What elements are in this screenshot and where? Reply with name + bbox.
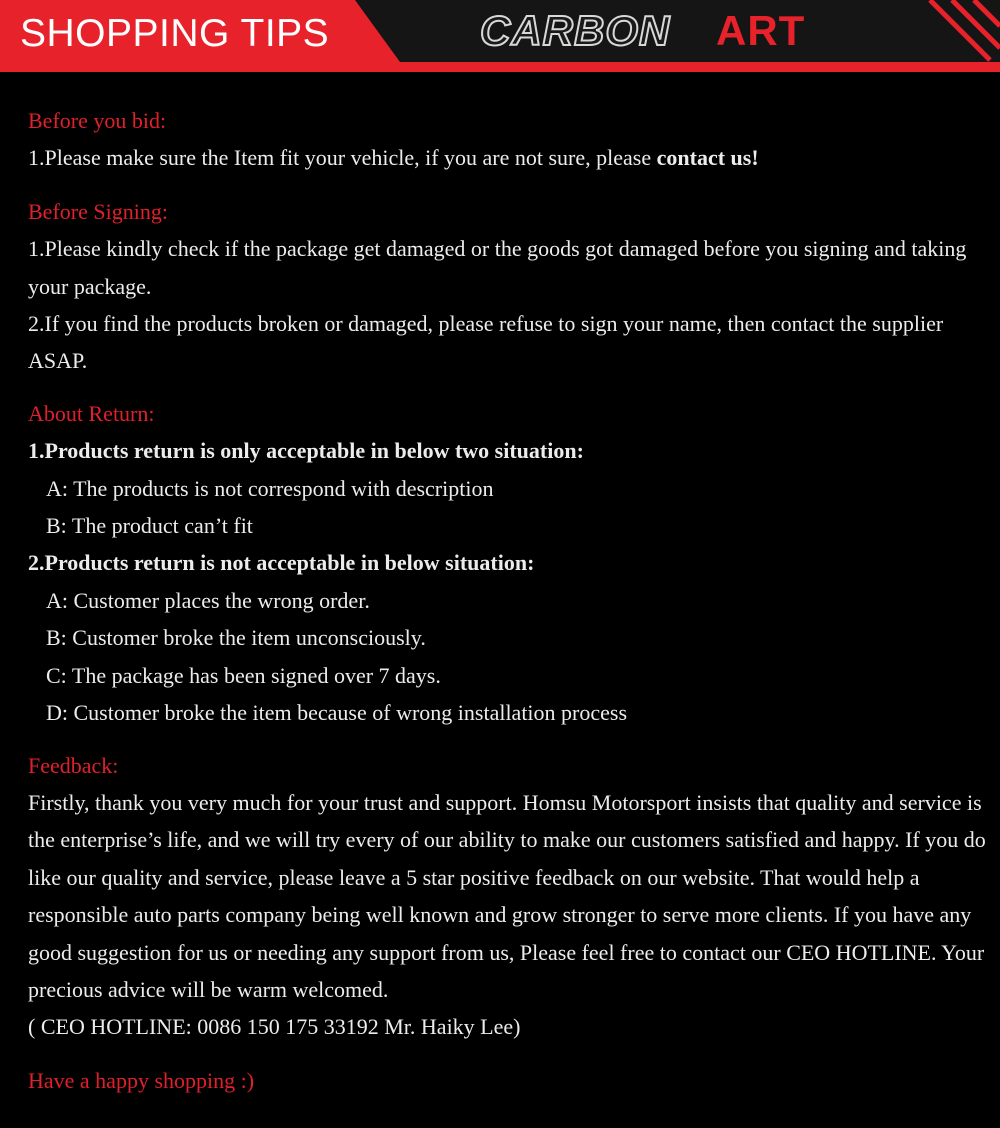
stripe-decoration xyxy=(952,0,1000,48)
header-banner xyxy=(0,0,1000,72)
section-about-return xyxy=(28,395,988,732)
section-before-bid xyxy=(28,102,988,177)
list-item: A: The products is not correspond with description xyxy=(46,475,494,501)
acceptable-title: 1.Products return is only acceptable in below two situation: xyxy=(28,438,584,464)
tips-content xyxy=(28,102,988,1099)
section-heading: About Return: xyxy=(28,400,155,426)
logo-art-text: ART xyxy=(716,7,806,54)
list-item: B: Customer broke the item unconsciously. xyxy=(46,625,426,651)
section-feedback xyxy=(28,747,988,1046)
section-heading: Feedback: xyxy=(28,752,119,778)
ceo-hotline: ( CEO HOTLINE: 0086 150 175 33192 Mr. Haiky Lee) xyxy=(28,1014,521,1040)
list-item: B: The product can’t fit xyxy=(46,513,253,539)
section-heading: Before Signing: xyxy=(28,198,168,224)
paragraph: 1.Please kindly check if the package get damaged or the goods got damaged before you signing and taking your package. xyxy=(28,236,967,299)
paragraph: 2.If you find the products broken or damaged, please refuse to sign your name, then contact the supplier ASAP. xyxy=(28,311,944,374)
logo-carbon-text: CARBON xyxy=(480,7,671,54)
list-item: C: The package has been signed over 7 days. xyxy=(46,662,441,688)
paragraph-text: 1.Please make sure the Item fit your vehicle, if you are not sure, please xyxy=(28,145,657,171)
page-title: SHOPPING TIPS xyxy=(20,12,330,55)
section-heading: Before you bid: xyxy=(28,108,167,133)
paragraph xyxy=(28,139,988,176)
closing-text: Have a happy shopping :) xyxy=(28,1067,255,1093)
not-acceptable-title: 2.Products return is not acceptable in below situation: xyxy=(28,550,535,576)
section-closing xyxy=(28,1062,988,1099)
contact-us-text: contact us! xyxy=(656,145,759,171)
section-before-signing xyxy=(28,193,988,380)
feedback-paragraph: Firstly, thank you very much for your trust and support. Homsu Motorsport insists that quality and service is the enterprise’s life, and we will try every of our ability to make our customers satisfied and happy. If you do like our quality and service, please leave a 5 star positive feedback on our website. That would help a responsible auto parts company being well known and grow stronger to serve more clients. If you have any good suggestion for us or needing any support from us, Please feel free to contact our CEO HOTLINE. Your precious advice will be warm welcomed. xyxy=(28,789,986,1002)
stripe-decoration xyxy=(974,0,1000,26)
list-item: A: Customer places the wrong order. xyxy=(46,587,370,613)
header-red-bar xyxy=(0,62,1000,72)
list-item: D: Customer broke the item because of wrong installation process xyxy=(46,700,628,726)
